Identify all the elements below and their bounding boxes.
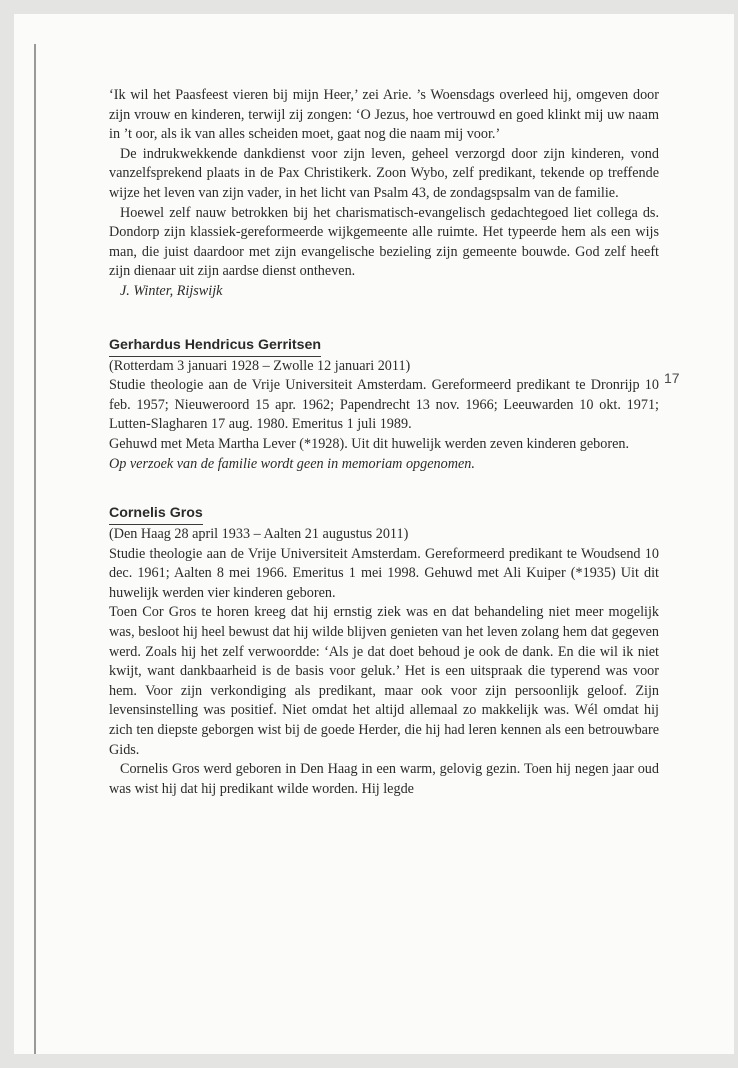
career-summary: Studie theologie aan de Vrije Universiteit Amsterdam. Gereformeerd predikant te Woudsend 10 dec. 1961; Aalten 8 mei 1966. Emeritus 1 mei 1998. Gehuwd met Ali Kuiper (*1935) Uit dit huwelijk werden vier kinderen geboren. — [109, 545, 659, 601]
body-paragraph: De indrukwekkende dankdienst voor zijn leven, geheel verzorgd door zijn kinderen, vond vanzelfsprekend plaats in de Pax Christikerk. Zoon Wybo, zelf predikant, tekende op treffende wijze het leven van zijn vader, in het licht van Psalm 43, de zondagspsalm van de familie. — [109, 145, 659, 201]
marriage-info: Gehuwd met Meta Martha Lever (*1928). Uit dit huwelijk werden zeven kinderen geboren. — [109, 435, 630, 452]
body-paragraph: Hoewel zelf nauw betrokken bij het charismatisch-evangelisch gedachtegoed liet collega ds. Dondorp zijn klassiek-gereformeerde wijkgemeente alle ruimte. Het typeerde hem als een wijs man, die juist daardoor met zijn evangelische bezieling zijn gemeente bouwde. God zelf heeft zijn dienaar uit zijn aardse dienst ontheven. — [109, 204, 659, 280]
entry-gerritsen — [109, 336, 659, 475]
page-number: 17 — [664, 370, 680, 386]
entry-gros — [109, 504, 659, 799]
entry-name-heading: Cornelis Gros — [109, 504, 203, 525]
body-paragraph: ‘Ik wil het Paasfeest vieren bij mijn Heer,’ zei Arie. ’s Woensdags overleed hij, omgeven door zijn vrouw en kinderen, terwijl zij zongen: ‘O Jezus, hoe vertrouwd en goed klinkt mij uw naam in ’t oor, als ik van alles scheiden moet, gaat nog die naam mij voor.’ — [109, 87, 659, 143]
obituary-winter-continued — [109, 86, 659, 302]
career-summary: Studie theologie aan de Vrije Universiteit Amsterdam. Gereformeerd predikant te Dronrijp 10 feb. 1957; Nieuweroord 15 apr. 1962; Papendrecht 13 nov. 1966; Leeuwarden 10 okt. 1971; Lutten-Slagharen 17 aug. 1980. Emeritus 1 juli 1989. — [109, 377, 659, 433]
body-paragraph: Cornelis Gros werd geboren in Den Haag in een warm, gelovig gezin. Toen hij negen jaar oud was wist hij dat hij predikant wilde worden. Hij legde — [109, 761, 659, 797]
life-dates: (Rotterdam 3 januari 1928 – Zwolle 12 januari 2011) — [109, 357, 411, 374]
binding-shadow — [34, 44, 36, 1054]
entry-name-heading: Gerhardus Hendricus Gerritsen — [109, 336, 321, 357]
life-dates: (Den Haag 28 april 1933 – Aalten 21 augustus 2011) — [109, 526, 409, 543]
body-paragraph: Toen Cor Gros te horen kreeg dat hij ernstig ziek was en dat behandeling niet meer mogelijk was, besloot hij heel bewust dat hij wilde blijven genieten van het leven zolang hem dat gegeven werd. Zoals hij het zelf verwoordde: ‘Als je dat doet behoud je ook de dank. En die wil ik niet kwijt, want dankbaarheid is de basis voor geluk.’ Het is een uitspraak die typerend was voor hem. Voor zijn verkondiging als predikant, maar ook voor zijn persoonlijk geloof. Zijn levensinstelling was positief. Niet omdat het altijd allemaal zo makkelijk was. Wél omdat hij zich ten diepste geborgen wist bij de goede Herder, die hij had leren kennen als een betrouwbare Gids. — [109, 604, 659, 758]
book-page — [14, 14, 734, 1054]
family-note: Op verzoek van de familie wordt geen in memoriam opgenomen. — [109, 455, 475, 472]
page-content — [109, 86, 659, 799]
author-signature: J. Winter, Rijswijk — [120, 282, 223, 299]
